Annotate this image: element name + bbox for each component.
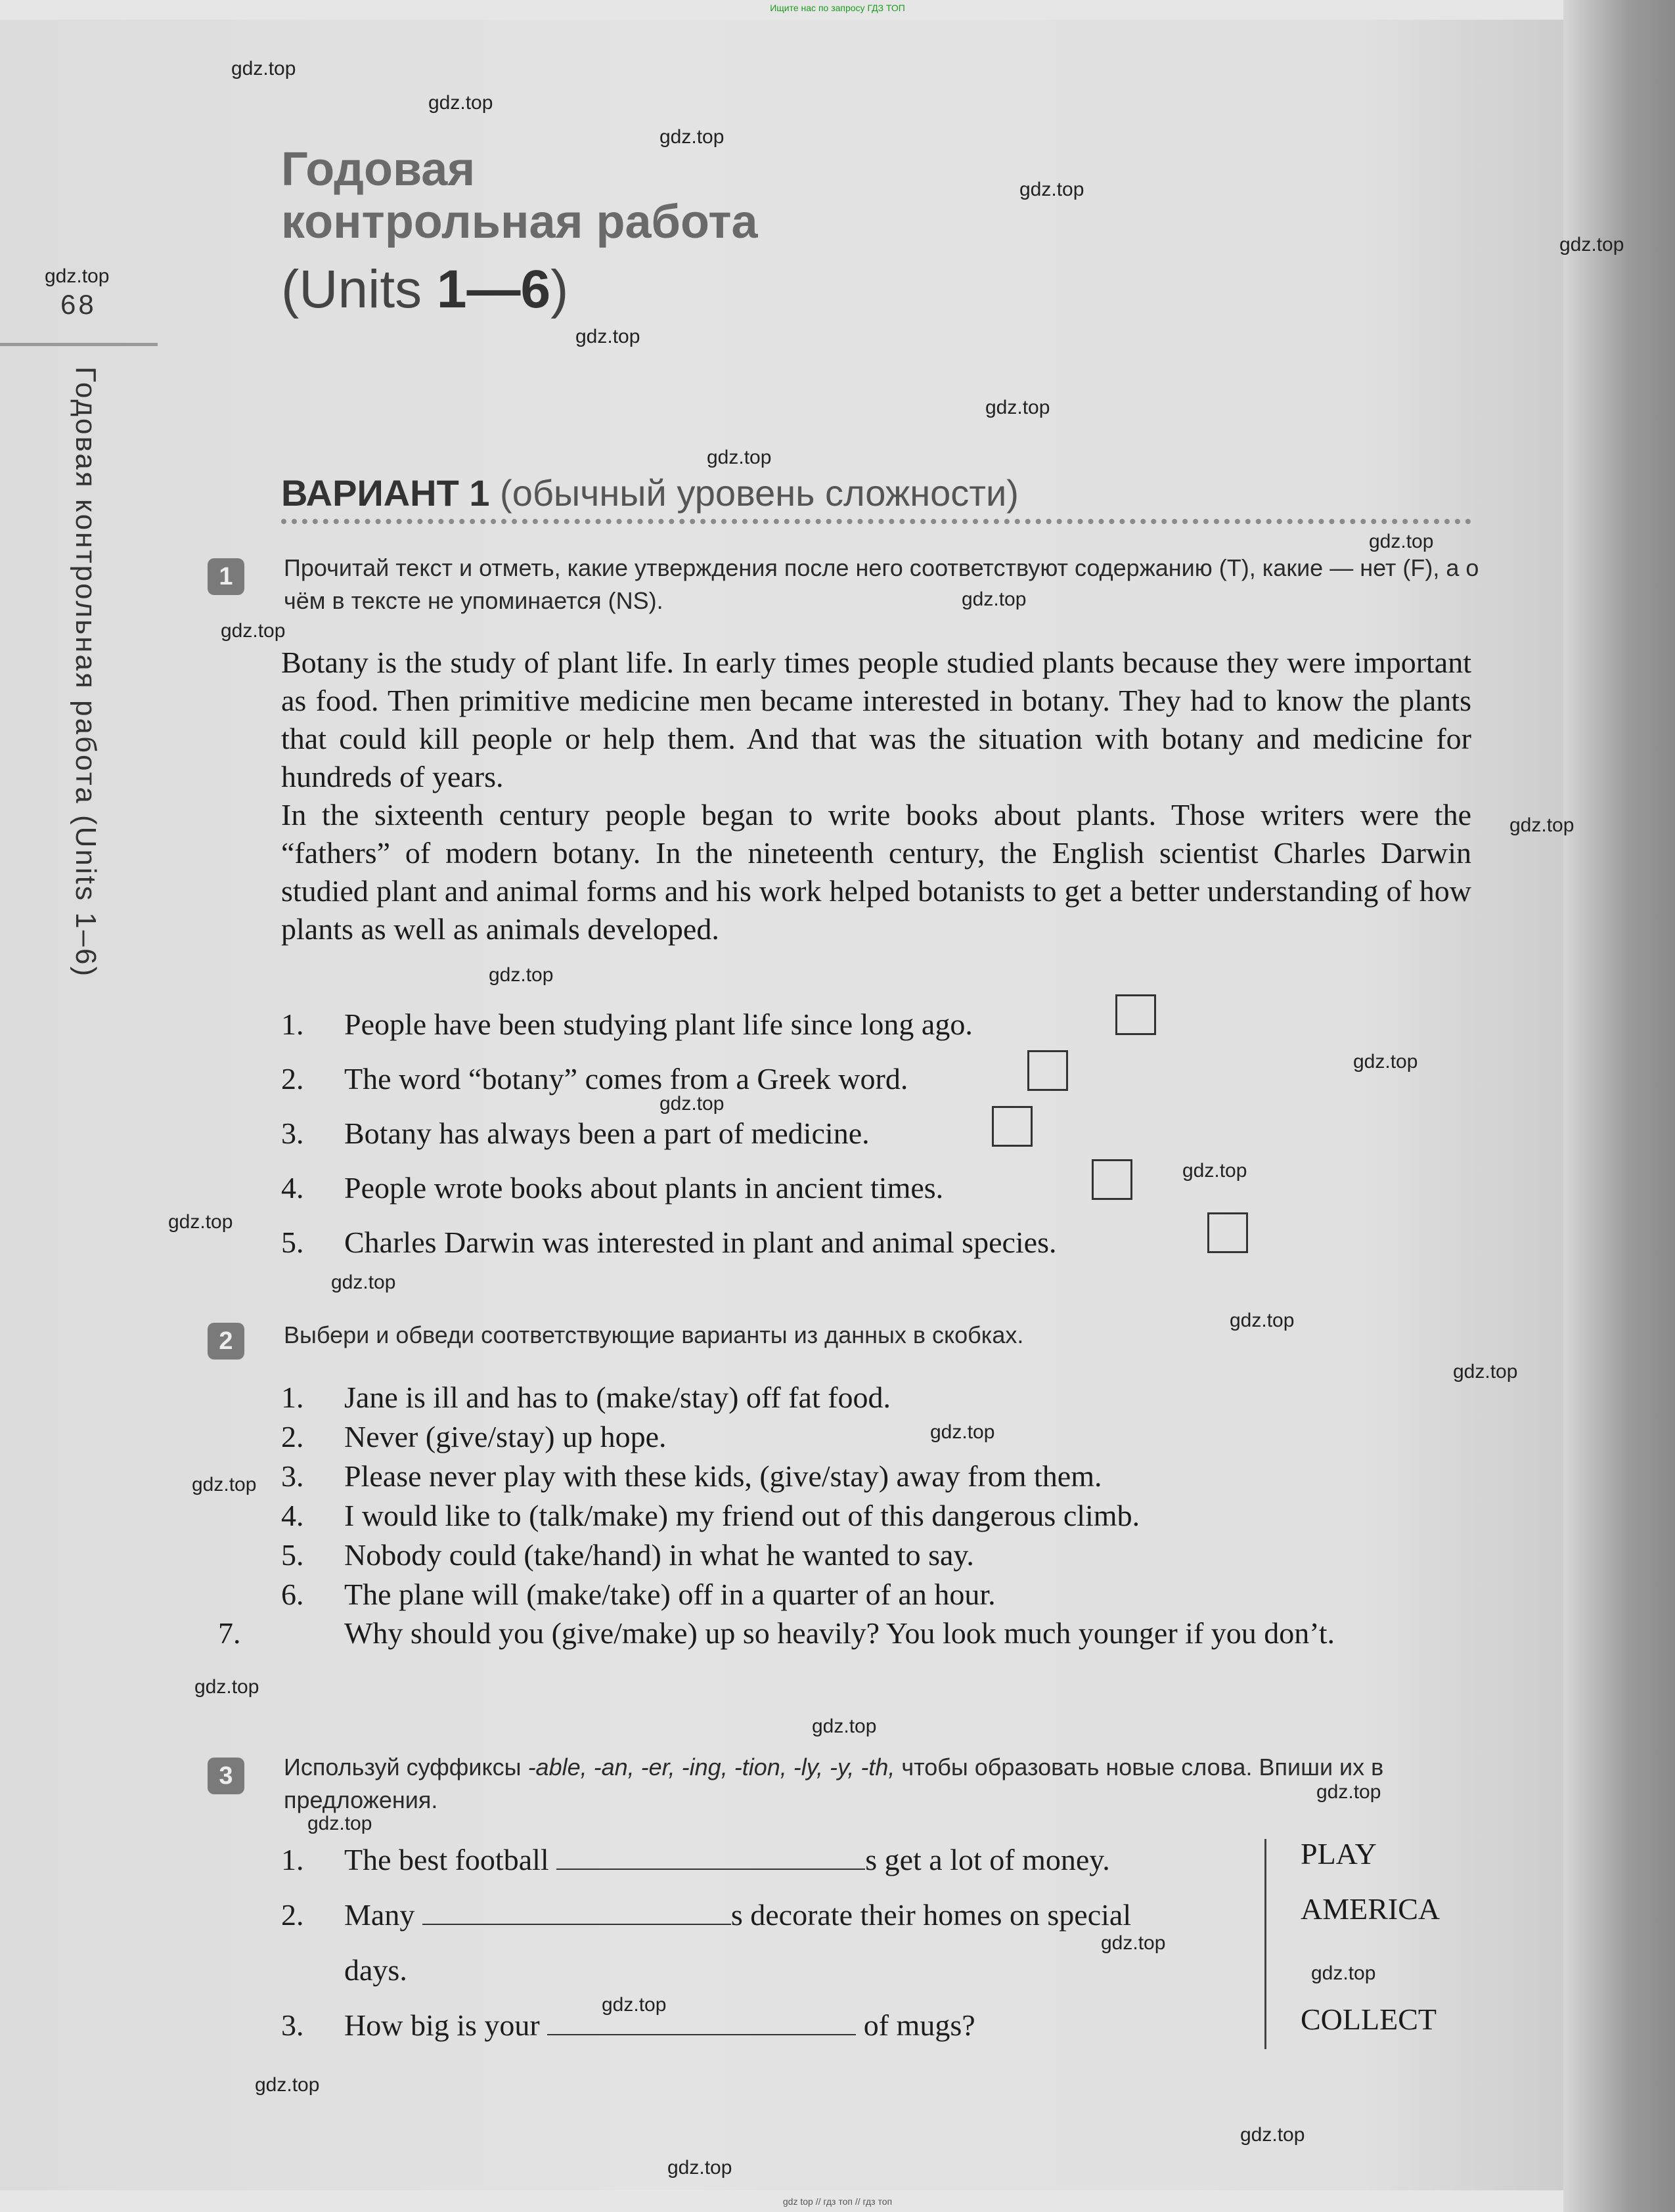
page-shadow-edge [1563,0,1675,2212]
watermark: gdz.top [1316,1781,1381,1803]
watermark: gdz.top [1559,234,1624,255]
exercise-2-item: 7. Why should you (give/make) up so heavily? You look much younger if you don’t. [218,1616,1335,1650]
exercise-3-item: 2. Many s decorate their homes on special [281,1898,1132,1932]
watermark: gdz.top [1369,531,1434,552]
watermark: gdz.top [1453,1361,1518,1382]
exercise-2-item: 3. Please never play with these kids, (give/stay) away from them. [281,1459,1102,1493]
side-divider [0,343,158,346]
watermark: gdz.top [602,1994,667,2016]
exercise-2-item: 2. Never (give/stay) up hope. [281,1420,667,1453]
title-line-3: (Units 1—6) [281,259,569,319]
statement-1: 1. People have been studying plant life since long ago. [281,997,1471,1051]
watermark: gdz.top [45,265,110,287]
base-word-2: AMERICA [1301,1892,1440,1926]
answer-blank[interactable] [547,2008,856,2035]
base-word-3: COLLECT [1301,2002,1437,2036]
exercise-1-paragraph-2: In the sixteenth century people began to write books about plants. Those writers were the “fathers” of modern botany. In the nineteenth century, the English scientist Charles Darwin studied plant and animal forms and his work helped botanists to get a better understanding of how plants as well as animals developed. [281,798,1471,946]
exercise-1-statements [281,997,1471,1270]
top-note: Ищите нас по запросу ГДЗ ТОП [770,3,905,13]
answer-blank[interactable] [556,1842,865,1870]
watermark: gdz.top [1182,1160,1247,1182]
side-running-title: Годовая контрольная работа (Units 1–6) [70,366,102,979]
exercise-1-badge: 1 [208,558,244,595]
base-word-1: PLAY [1301,1837,1377,1870]
watermark: gdz.top [1353,1051,1418,1073]
exercise-2-item: 1. Jane is ill and has to (make/stay) off fat food. [281,1381,891,1414]
answer-box-1[interactable] [1115,994,1156,1035]
watermark: gdz.top [168,1211,233,1233]
exercise-2-badge: 2 [208,1323,244,1360]
exercise-3-instruction: Используй суффиксы -able, -an, -er, -ing, -tion, -ly, -y, -th, чтобы образовать новые слова. Впиши их в предложения. [284,1754,1384,1814]
answer-box-2[interactable] [1027,1050,1068,1091]
watermark: gdz.top [985,397,1050,418]
watermark: gdz.top [1240,2124,1305,2146]
watermark: gdz.top [930,1421,995,1443]
exercise-2-item: 6. The plane will (make/take) off in a quarter of an hour. [281,1578,996,1611]
statement-3: 3. Botany has always been a part of medicine. [281,1106,1471,1161]
dotted-divider [281,519,1471,524]
watermark: gdz.top [231,58,296,79]
exercise-3-item: 3. How big is your of mugs? [281,2008,975,2042]
exercise-1-paragraph-1: Botany is the study of plant life. In early times people studied plants because they were important as food. Then primitive medicine men became interested in botany. They had to know the plants that could kill people or help them. And that was the situation with botany and medicine for hundreds of years. [281,646,1471,793]
bottom-note: gdz top // гдз топ // гдз топ [782,2196,893,2207]
watermark: gdz.top [194,1676,259,1698]
watermark: gdz.top [1230,1310,1295,1331]
variant-heading: ВАРИАНТ 1 (обычный уровень сложности) [281,472,1019,514]
page-number: 68 [60,289,97,320]
watermark: gdz.top [812,1715,877,1737]
exercise-3-item: 1. The best football s get a lot of money. [281,1843,1110,1876]
title-line-1: Годовая [281,143,476,196]
watermark: gdz.top [667,2157,732,2179]
watermark: gdz.top [489,964,554,986]
watermark: gdz.top [192,1474,257,1495]
exercise-2-item: 5. Nobody could (take/hand) in what he wanted to say. [281,1538,974,1572]
watermark: gdz.top [707,447,772,468]
watermark: gdz.top [307,1813,372,1834]
exercise-1-instruction: Прочитай текст и отметь, какие утверждения после него соответствуют содержанию (T), какие — нет (F), а о чём в тексте не упоминается (NS). [284,554,1479,615]
watermark: gdz.top [1509,814,1574,836]
word-column-divider [1264,1839,1266,2049]
watermark: gdz.top [659,1093,725,1115]
watermark: gdz.top [659,126,725,148]
statement-2: 2. The word “botany” comes from a Greek word. [281,1051,1471,1106]
watermark: gdz.top [575,326,640,347]
exercise-3-item-continued: days. [344,1953,407,1987]
watermark: gdz.top [255,2074,320,2096]
watermark: gdz.top [1019,179,1084,200]
exercise-2-item: 4. I would like to (talk/make) my friend out of this dangerous climb. [281,1499,1140,1532]
answer-blank[interactable] [422,1897,731,1925]
title-line-2: контрольная работа [281,196,758,248]
watermark: gdz.top [1311,1962,1376,1984]
answer-box-3[interactable] [992,1106,1033,1147]
watermark: gdz.top [1101,1932,1166,1954]
exercise-2-instruction: Выбери и обведи соответствующие варианты из данных в скобках. [284,1321,1024,1348]
watermark: gdz.top [962,588,1027,610]
statement-5: 5. Charles Darwin was interested in plant and animal species. [281,1215,1471,1270]
watermark: gdz.top [221,620,286,642]
answer-box-5[interactable] [1207,1212,1248,1253]
answer-box-4[interactable] [1092,1159,1132,1200]
watermark: gdz.top [331,1272,396,1293]
exercise-3-badge: 3 [208,1758,244,1794]
statement-4: 4. People wrote books about plants in ancient times. [281,1161,1471,1215]
watermark: gdz.top [428,92,493,114]
